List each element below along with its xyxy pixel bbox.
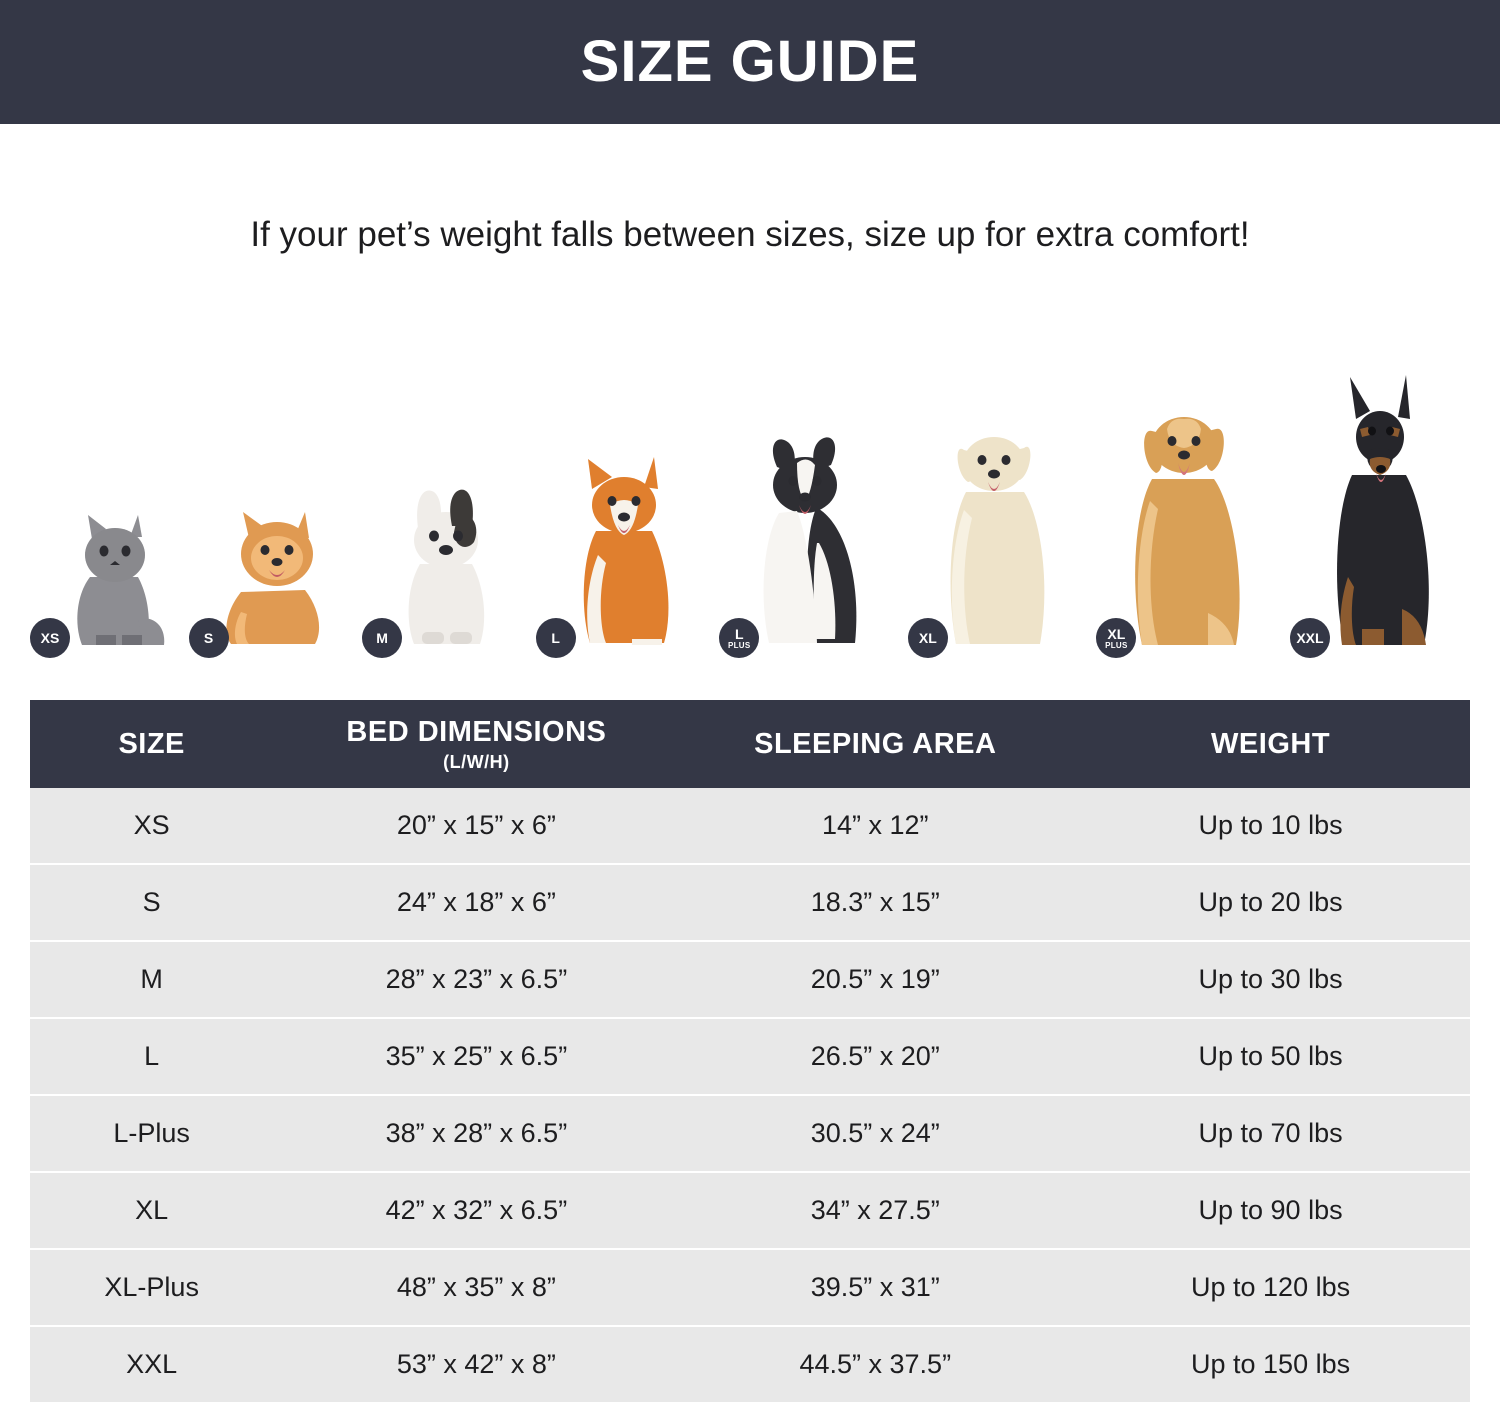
table-row <box>30 1172 1470 1249</box>
cell-weight: Up to 50 lbs <box>1071 1018 1470 1095</box>
cell-weight: Up to 30 lbs <box>1071 941 1470 1018</box>
cell-size: XS <box>30 788 273 864</box>
table-row <box>30 1095 1470 1172</box>
size-badge-l-plus <box>719 618 759 658</box>
cell-weight: Up to 20 lbs <box>1071 864 1470 941</box>
size-badge-label: M <box>376 630 388 646</box>
subtitle-container <box>0 124 1500 290</box>
size-badge-l <box>536 618 576 658</box>
column-header-bed-dimensions-sub: (L/W/H) <box>443 751 510 772</box>
cell-dimensions: 35” x 25” x 6.5” <box>273 1018 679 1095</box>
cell-sleeping-area: 30.5” x 24” <box>679 1095 1071 1172</box>
size-guide-header <box>0 0 1500 124</box>
size-badge-m <box>362 618 402 658</box>
size-badge-xs <box>30 618 70 658</box>
pet-item-xl-plus <box>1096 393 1281 658</box>
size-badge-label: XXL <box>1296 630 1324 646</box>
cell-sleeping-area: 34” x 27.5” <box>679 1172 1071 1249</box>
size-chart-container <box>30 700 1470 1402</box>
size-badge-s <box>189 618 229 658</box>
cell-dimensions: 38” x 28” x 6.5” <box>273 1095 679 1172</box>
table-row <box>30 1326 1470 1402</box>
table-row <box>30 1018 1470 1095</box>
pet-item-s <box>189 488 354 658</box>
pet-item-xl <box>908 408 1088 658</box>
size-badge-label: S <box>203 630 214 646</box>
size-badge-label: L <box>551 630 560 646</box>
table-row <box>30 788 1470 864</box>
cell-size: S <box>30 864 273 941</box>
cell-dimensions: 53” x 42” x 8” <box>273 1326 679 1402</box>
table-row <box>30 941 1470 1018</box>
cell-sleeping-area: 26.5” x 20” <box>679 1018 1071 1095</box>
subtitle-text: If your pet’s weight falls between sizes, size up for extra comfort! <box>250 215 1250 254</box>
cell-weight: Up to 120 lbs <box>1071 1249 1470 1326</box>
size-badge-label: L <box>734 625 744 642</box>
table-row <box>30 1249 1470 1326</box>
pet-item-xs <box>30 503 180 658</box>
doberman-pinscher-dog-icon <box>1290 373 1470 658</box>
cell-size: XXL <box>30 1326 273 1402</box>
pet-size-illustration-row <box>30 318 1470 658</box>
cell-sleeping-area: 44.5” x 37.5” <box>679 1326 1071 1402</box>
size-badge-xl <box>908 618 948 658</box>
pet-item-xxl <box>1290 373 1470 658</box>
size-badge-label: XL <box>1107 625 1126 642</box>
cell-size: XL-Plus <box>30 1249 273 1326</box>
column-header-size: SIZE <box>30 700 273 788</box>
size-badge-label: XL <box>918 630 937 646</box>
size-badge-sublabel: PLUS <box>1105 640 1128 650</box>
cell-sleeping-area: 14” x 12” <box>679 788 1071 864</box>
table-row <box>30 864 1470 941</box>
cell-dimensions: 24” x 18” x 6” <box>273 864 679 941</box>
cell-weight: Up to 70 lbs <box>1071 1095 1470 1172</box>
table-header-row <box>30 700 1470 788</box>
cell-size: L-Plus <box>30 1095 273 1172</box>
size-chart-table <box>30 700 1470 1402</box>
cell-sleeping-area: 20.5” x 19” <box>679 941 1071 1018</box>
cell-size: M <box>30 941 273 1018</box>
column-header-sleeping-area: SLEEPING AREA <box>679 700 1071 788</box>
cell-size: L <box>30 1018 273 1095</box>
size-badge-label: XS <box>40 630 60 646</box>
pet-item-l <box>536 443 711 658</box>
pet-item-l-plus <box>719 423 899 658</box>
table-header <box>30 700 1470 788</box>
size-badge-xxl <box>1290 618 1330 658</box>
page-title: SIZE GUIDE <box>580 29 920 94</box>
size-badge-sublabel: PLUS <box>727 640 751 650</box>
column-header-bed-dimensions-label: BED DIMENSIONS <box>346 715 607 748</box>
cell-sleeping-area: 18.3” x 15” <box>679 864 1071 941</box>
cell-weight: Up to 10 lbs <box>1071 788 1470 864</box>
cell-dimensions: 28” x 23” x 6.5” <box>273 941 679 1018</box>
cell-dimensions: 20” x 15” x 6” <box>273 788 679 864</box>
cell-weight: Up to 150 lbs <box>1071 1326 1470 1402</box>
cell-weight: Up to 90 lbs <box>1071 1172 1470 1249</box>
golden-retriever-dog-icon <box>1096 393 1281 658</box>
table-body <box>30 788 1470 1402</box>
cell-dimensions: 42” x 32” x 6.5” <box>273 1172 679 1249</box>
pet-item-m <box>362 468 527 658</box>
cell-size: XL <box>30 1172 273 1249</box>
cell-sleeping-area: 39.5” x 31” <box>679 1249 1071 1326</box>
column-header-bed-dimensions <box>273 700 679 788</box>
column-header-weight: WEIGHT <box>1071 700 1470 788</box>
cell-dimensions: 48” x 35” x 8” <box>273 1249 679 1326</box>
